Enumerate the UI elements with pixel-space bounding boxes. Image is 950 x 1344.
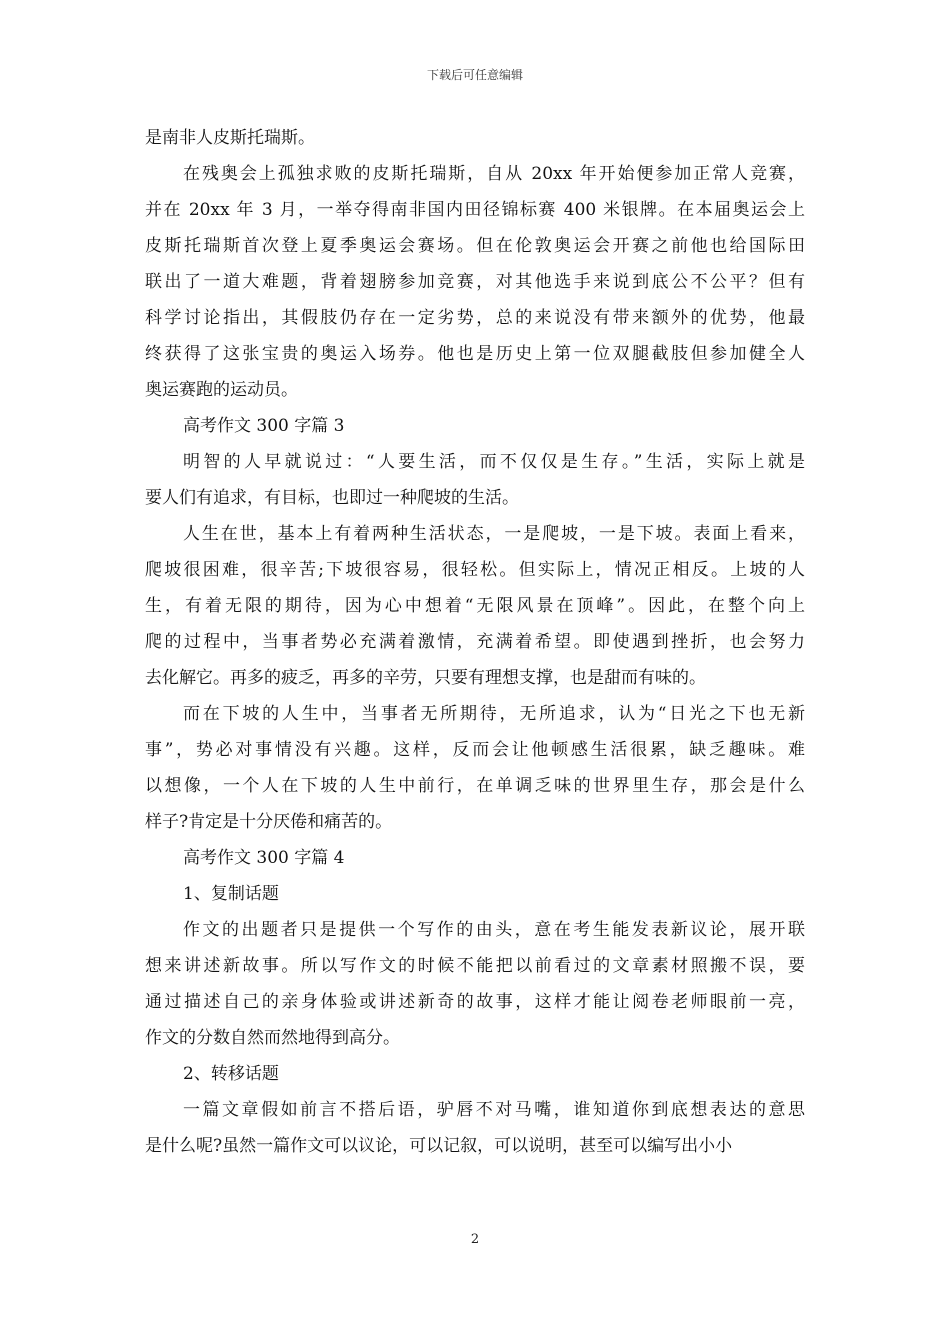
text-line: 而在下坡的人生中，当事者无所期待，无所追求，认为“日光之下也无新 — [183, 704, 805, 724]
document-body — [145, 120, 805, 1164]
text-line: 高考作文 300 字篇 4 — [183, 848, 345, 868]
text-line: 作文的分数自然而然地得到高分。 — [145, 1028, 400, 1048]
page-header: 下载后可任意编辑 — [426, 68, 523, 82]
paragraph — [145, 876, 805, 912]
paragraph — [145, 1092, 805, 1164]
text-line: 通过描述自己的亲身体验或讲述新奇的故事，这样才能让阅卷老师眼前一亮， — [145, 992, 805, 1012]
text-line: 在残奥会上孤独求败的皮斯托瑞斯，自从 20xx 年开始便参加正常人竞赛， — [183, 164, 805, 184]
text-line: 想来讲述新故事。所以写作文的时候不能把以前看过的文章素材照搬不误，要 — [145, 956, 805, 976]
paragraph — [145, 444, 805, 516]
paragraph — [145, 156, 805, 408]
paragraph — [145, 120, 805, 156]
text-line: 以想像，一个人在下坡的人生中前行，在单调乏味的世界里生存，那会是什么 — [145, 776, 805, 796]
text-line: 终获得了这张宝贵的奥运入场券。他也是历史上第一位双腿截肢但参加健全人 — [145, 344, 805, 364]
text-line: 样子?肯定是十分厌倦和痛苦的。 — [145, 812, 393, 832]
text-line: 一篇文章假如前言不搭后语，驴唇不对马嘴，谁知道你到底想表达的意思 — [183, 1100, 805, 1120]
text-line: 是南非人皮斯托瑞斯。 — [145, 128, 315, 148]
page-number: 2 — [470, 1232, 480, 1247]
text-line: 1、复制话题 — [183, 884, 279, 904]
text-line: 爬的过程中，当事者势必充满着激情，充满着希望。即使遇到挫折，也会努力 — [145, 632, 805, 652]
paragraph — [145, 696, 805, 840]
text-line: 联出了一道大难题，背着翅膀参加竞赛，对其他选手来说到底公不公平？但有 — [145, 272, 805, 292]
paragraph — [145, 516, 805, 696]
text-line: 明智的人早就说过：“人要生活，而不仅仅是生存。”生活，实际上就是 — [183, 452, 805, 472]
text-line: 要人们有追求，有目标，也即过一种爬坡的生活。 — [145, 488, 519, 508]
text-line: 奥运赛跑的运动员。 — [145, 380, 298, 400]
text-line: 高考作文 300 字篇 3 — [183, 416, 345, 436]
paragraph — [145, 408, 805, 444]
text-line: 2、转移话题 — [183, 1064, 279, 1084]
text-line: 事”，势必对事情没有兴趣。这样，反而会让他顿感生活很累，缺乏趣味。难 — [145, 740, 805, 760]
text-line: 科学讨论指出，其假肢仍存在一定劣势，总的来说没有带来额外的优势，他最 — [145, 308, 805, 328]
text-line: 作文的出题者只是提供一个写作的由头，意在考生能发表新议论，展开联 — [183, 920, 805, 940]
text-line: 爬坡很困难，很辛苦;下坡很容易，很轻松。但实际上，情况正相反。上坡的人 — [145, 560, 805, 580]
text-line: 去化解它。再多的疲乏，再多的辛劳，只要有理想支撑，也是甜而有味的。 — [145, 668, 706, 688]
paragraph — [145, 840, 805, 876]
text-line: 并在 20xx 年 3 月，一举夺得南非国内田径锦标赛 400 米银牌。在本届奥运会上 — [145, 200, 805, 220]
paragraph — [145, 912, 805, 1056]
text-line: 是什么呢?虽然一篇作文可以议论，可以记叙，可以说明，甚至可以编写出小小 — [145, 1136, 733, 1156]
text-line: 生，有着无限的期待，因为心中想着“无限风景在顶峰”。因此，在整个向上 — [145, 596, 805, 616]
paragraph — [145, 1056, 805, 1092]
text-line: 皮斯托瑞斯首次登上夏季奥运会赛场。但在伦敦奥运会开赛之前他也给国际田 — [145, 236, 805, 256]
text-line: 人生在世，基本上有着两种生活状态，一是爬坡，一是下坡。表面上看来， — [183, 524, 805, 544]
